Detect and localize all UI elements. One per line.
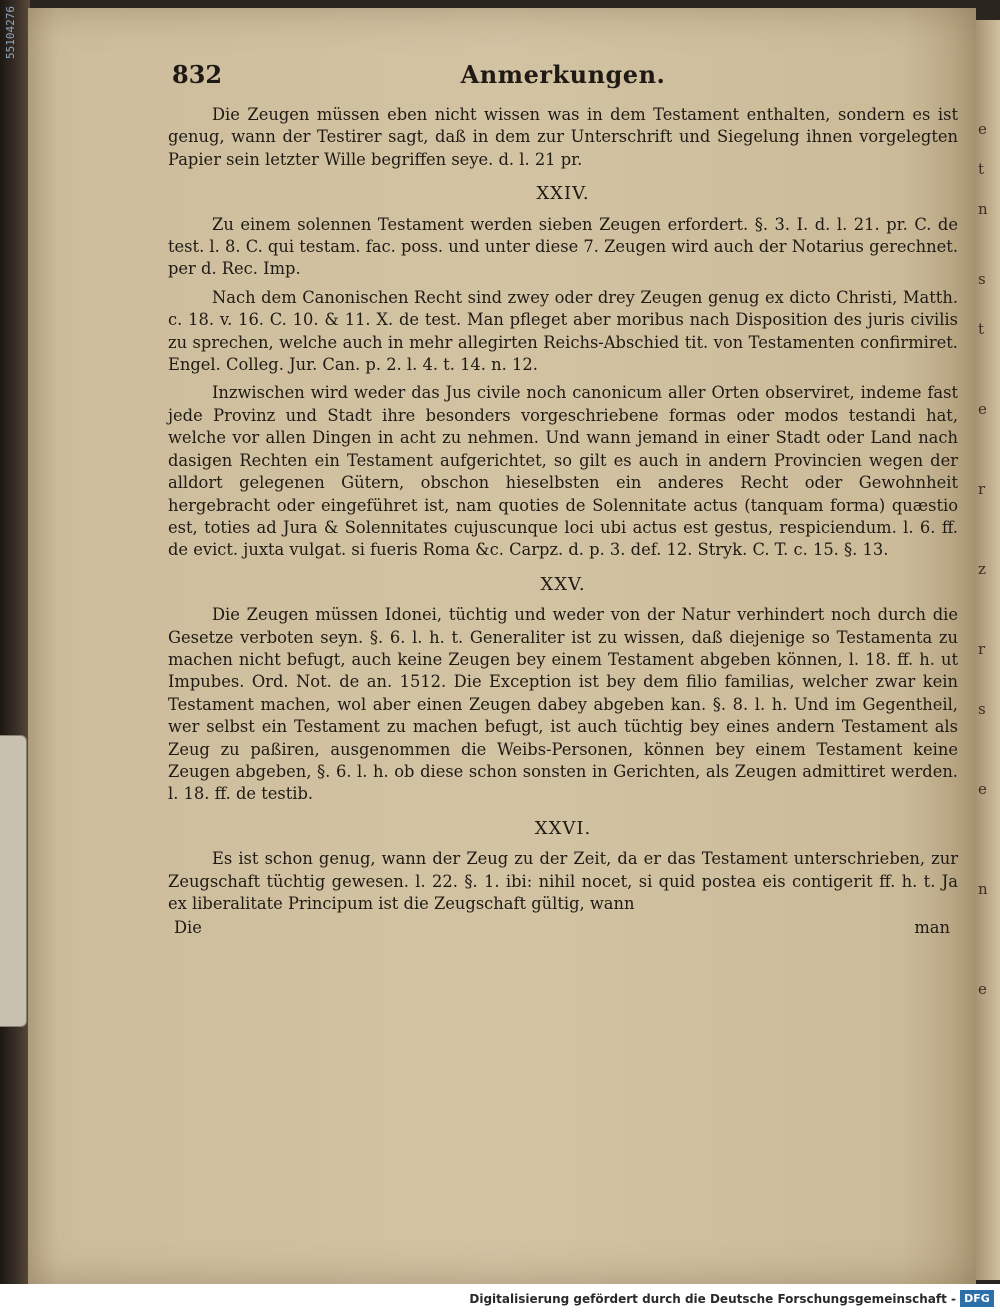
facing-page-fragment: n bbox=[978, 200, 988, 218]
page-foot-line bbox=[168, 917, 958, 943]
running-head: Anmerkungen. bbox=[460, 60, 666, 89]
facing-page-fragment: e bbox=[978, 780, 987, 798]
section-heading: XXV. bbox=[540, 573, 586, 595]
catchword: man bbox=[914, 918, 950, 938]
digitization-footer bbox=[0, 1284, 1000, 1313]
page-tab-marker bbox=[0, 735, 27, 1027]
facing-page-fragment: s bbox=[978, 270, 986, 288]
facing-page-fragment: t bbox=[978, 160, 985, 178]
facing-page-fragment: s bbox=[978, 700, 986, 718]
facing-page-edge bbox=[976, 20, 1000, 1280]
facing-page-fragment: r bbox=[978, 480, 986, 498]
section-heading: XXIV. bbox=[536, 183, 590, 205]
paragraph: Es ist schon genug, wann der Zeug zu der Zeit, da er das Testament unterschrieben, zur Zeugschaft tüchtig gewesen. l. 22. §. 1. ibi: nihil nocet, si quid postea eis contigerit ff. h. t. Ja ex liberalitate Principum ist die Zeugschaft gültig, wann bbox=[168, 849, 958, 913]
facing-page-fragment: z bbox=[978, 560, 986, 578]
facing-page-fragment: r bbox=[978, 640, 986, 658]
scan-id-label: 55104276 bbox=[4, 6, 17, 59]
section-heading: XXVI. bbox=[534, 817, 592, 839]
footer-credit: Digitalisierung gefördert durch die Deutsche Forschungsgemeinschaft - bbox=[469, 1292, 956, 1306]
book-spine bbox=[0, 0, 30, 1313]
facing-page-fragment: e bbox=[978, 120, 987, 138]
paragraph: Inzwischen wird weder das Jus civile noch canonicum aller Orten observiret, indeme fast jede Provinz und Stadt ihre besonders vorgeschriebene formas oder modos testandi hat, welche vor allen Dingen in acht zu nehmen. Und wann jemand in einer Stadt oder Land nach dasigen Rechten ein Testament aufgerichtet, so gilt es auch in andern Provincien wegen der alldort gelegenen Gütern, obschon hieselbsten ein anderes Recht oder Gewohnheit hergebracht oder eingeführet ist, nam quoties de Solennitate actus (tanquam forma) quæstio est, toties ad Jura & Solennitates cujuscunque loci ubi actus est gestus, respiciendum. l. 6. ff. de evict. juxta vulgat. si fueris Roma &c. Carpz. d. p. 3. def. 12. Stryk. C. T. c. 15. §. 13. bbox=[168, 383, 958, 560]
paragraph: Nach dem Canonischen Recht sind zwey oder drey Zeugen genug ex dicto Christi, Matth. c. 18. v. 16. C. 10. & 11. X. de test. Man pfleget aber moribus nach Disposition des juris civilis zu sprechen, welche auch in mehr allegirten Reichs-Abschied tit. von Testamenten confirmiret. Engel. Colleg. Jur. Can. p. 2. l. 4. t. 14. n. 12. bbox=[168, 287, 958, 375]
signature-mark: Die bbox=[174, 918, 202, 938]
facing-page-fragment: t bbox=[978, 320, 985, 338]
dfg-logo: DFG bbox=[960, 1290, 994, 1307]
facing-page-fragment: e bbox=[978, 400, 987, 418]
facing-page-fragment: n bbox=[978, 880, 988, 898]
section bbox=[168, 183, 958, 562]
section bbox=[168, 104, 958, 171]
page-content bbox=[168, 58, 958, 943]
page-header bbox=[168, 58, 958, 104]
paragraph: Die Zeugen müssen eben nicht wissen was in dem Testament enthalten, sondern es ist genug, wann der Testirer sagt, daß in dem zur Unterschrift und Siegelung ihnen vorgelegten Papier sein letzter Wille begriffen seye. d. l. 21 pr. bbox=[168, 105, 958, 169]
section bbox=[168, 574, 958, 806]
paragraph: Die Zeugen müssen Idonei, tüchtig und weder von der Natur verhindert noch durch die Gesetze verboten seyn. §. 6. l. h. t. Generaliter ist zu wissen, daß diejenige so Testamenta zu machen nicht befugt, auch keine Zeugen bey einem Testament abgeben können, l. 18. ff. h. ut Impubes. Ord. Not. de an. 1512. Die Exception ist bey dem filio familias, welcher zwar kein Testament machen, wol aber einen Zeugen dabey abgeben kan. §. 8. l. h. Und im Gegentheil, wer selbst ein Testament zu machen befugt, ist auch tüchtig bey eines andern Testament als Zeug zu paßiren, ausgenommen die Weibs-Personen, können bey einem Testament keine Zeugen abgeben, §. 6. l. h. ob diese schon sonsten in Gerichten, als Zeugen admittiret werden. l. 18. ff. de testib. bbox=[168, 605, 958, 804]
page-number: 832 bbox=[172, 60, 223, 89]
section bbox=[168, 818, 958, 916]
book-page bbox=[28, 8, 976, 1284]
facing-page-fragment: e bbox=[978, 980, 987, 998]
paragraph: Zu einem solennen Testament werden sieben Zeugen erfordert. §. 3. I. d. l. 21. pr. C. de test. l. 8. C. qui testam. fac. poss. und unter diese 7. Zeugen wird auch der Notarius gerechnet. per d. Rec. Imp. bbox=[168, 214, 958, 279]
